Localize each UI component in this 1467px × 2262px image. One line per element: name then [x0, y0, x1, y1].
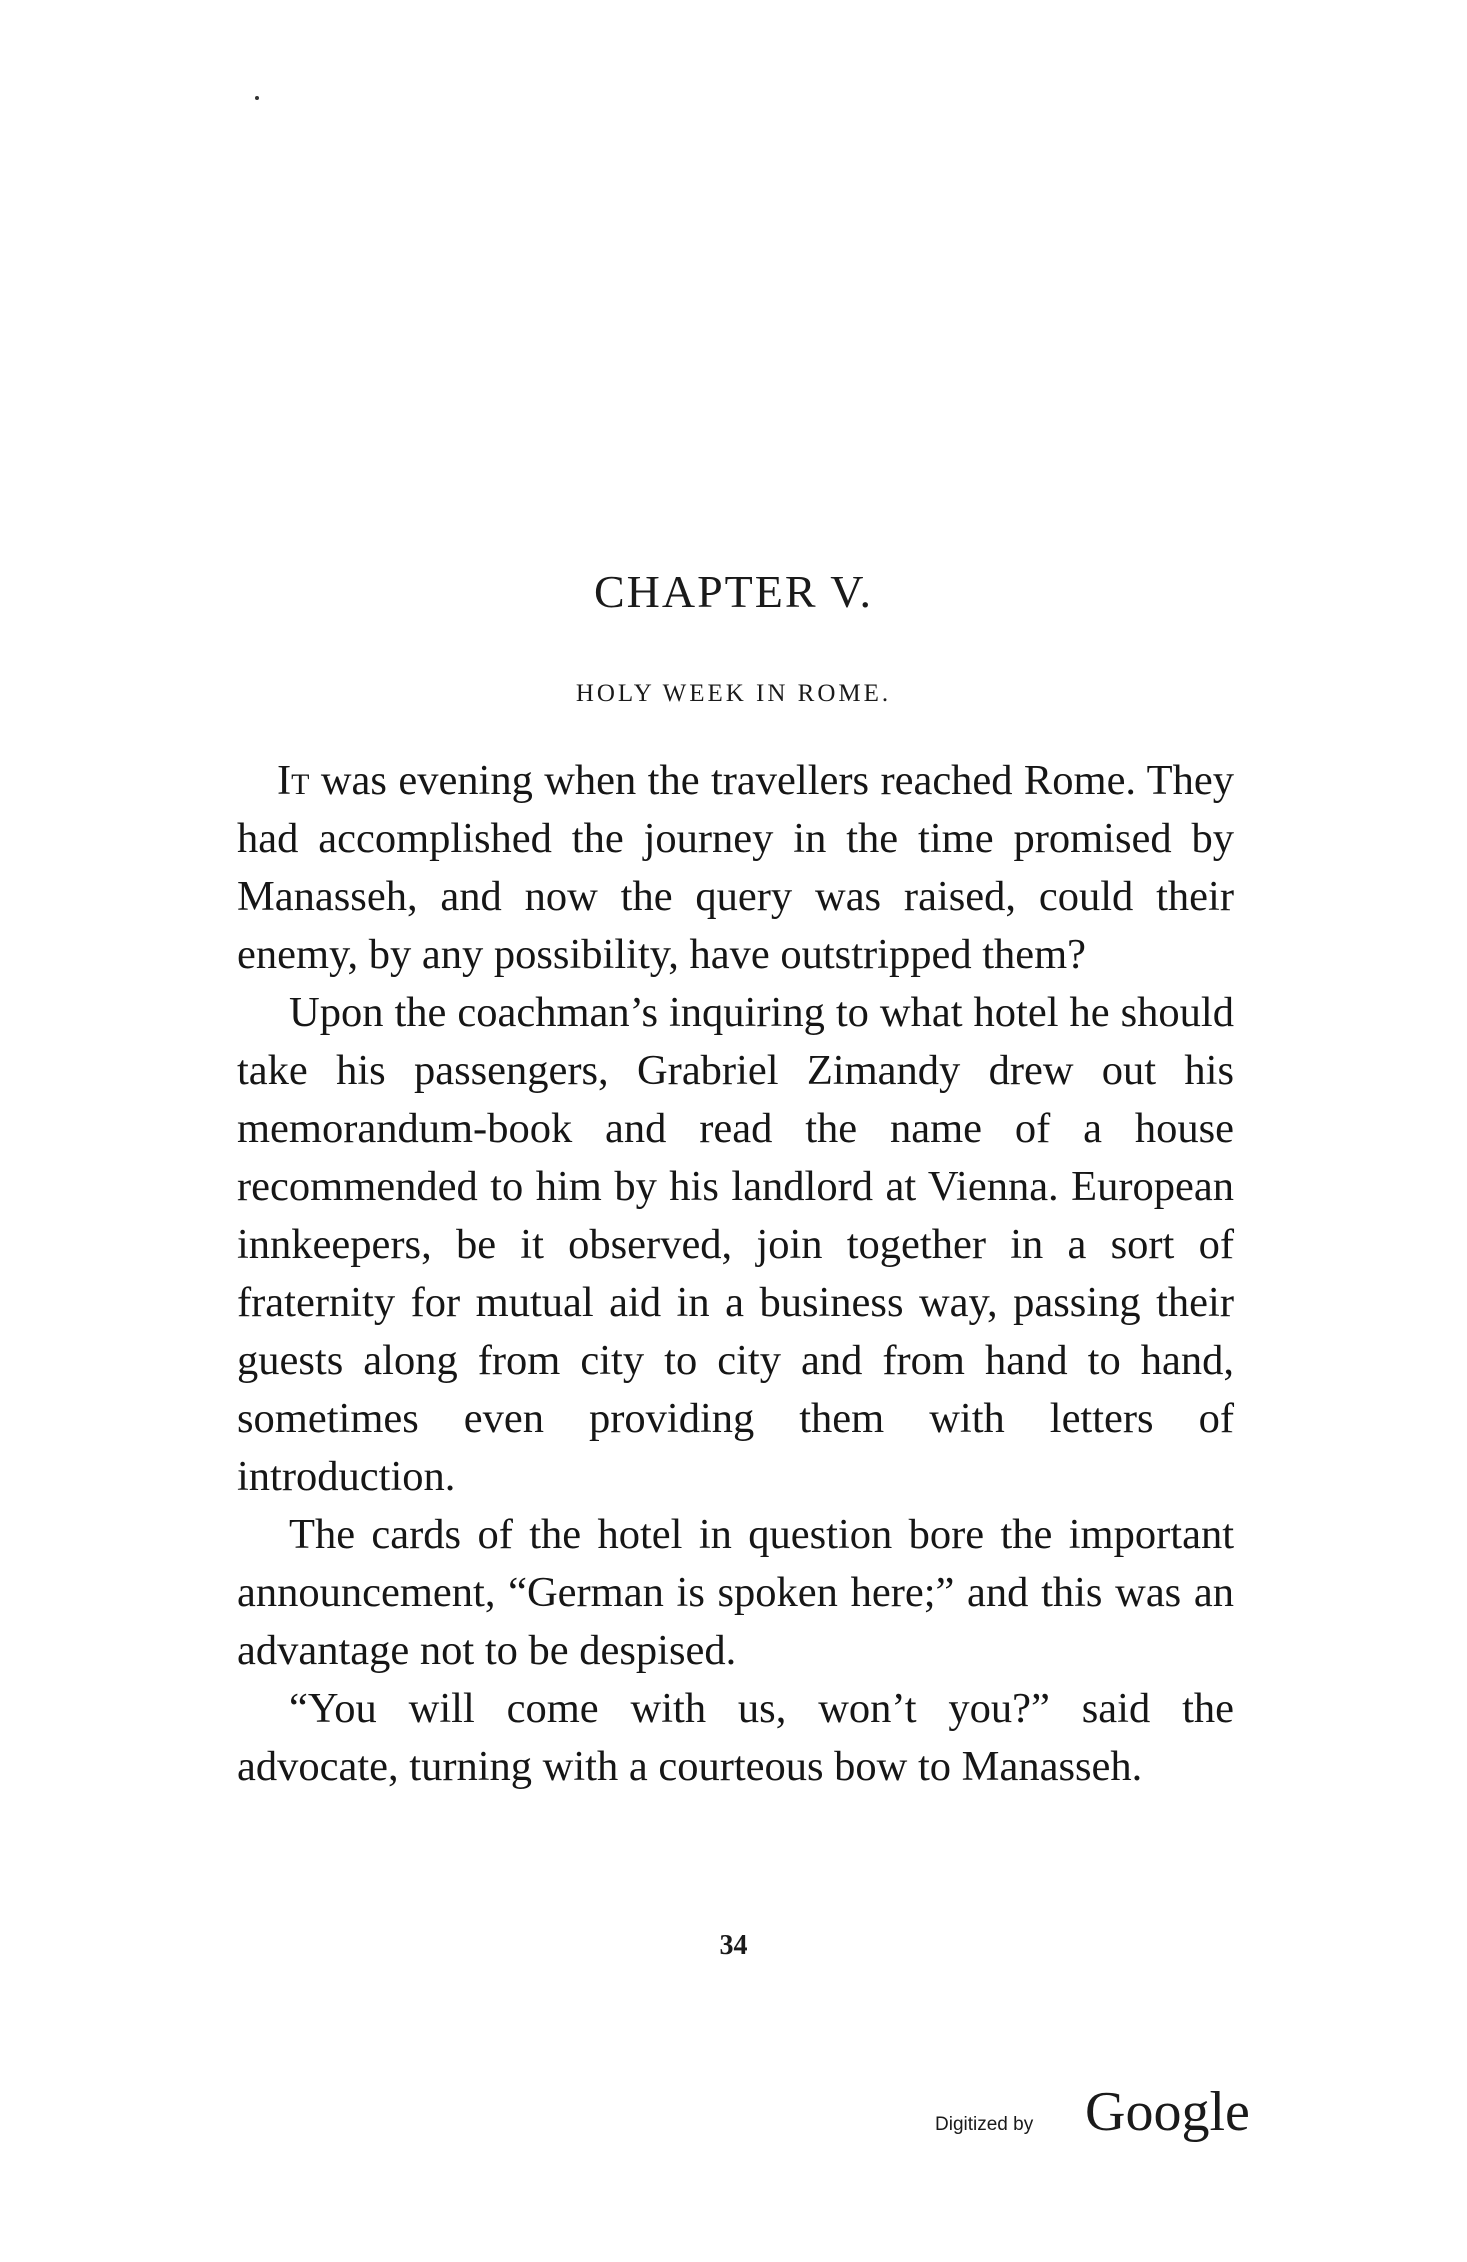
paragraph-text: The cards of the hotel in question bore the important announcement, “German is spoken here;” and this was an advantage not to be despised. [237, 1511, 1234, 1674]
watermark-digitized-label: Digitized by [935, 2114, 1034, 2135]
chapter-title: CHAPTER V. [593, 566, 874, 617]
paragraph-text: was evening when the travellers reached Rome. They had accomplished the journey in the time promised by Manasseh, and now the query was raised, could their enemy, by any possibility, have outstripped them? [237, 757, 1234, 978]
digitized-by-google-watermark [935, 2070, 1265, 2150]
paragraph-1 [237, 752, 1234, 984]
scan-speck [255, 96, 259, 100]
paragraph-text: Upon the coachman’s inquiring to what hotel he should take his passengers, Grabriel Zimandy drew out his memorandum-book and read the name of a house recommended to him by his landlord at Vienna. European innkeepers, be it observed, join together in a sort of fraternity for mutual aid in a business way, passing their guests along from city to city and from hand to hand, sometimes even providing them with letters of introduction. [237, 989, 1234, 1500]
paragraph-text: “You will come with us, won’t you?” said the advocate, turning with a courteous bow to Manasseh. [237, 1685, 1234, 1790]
page-number: 34 [719, 1930, 748, 1961]
paragraph-4 [237, 1680, 1234, 1796]
drop-lead-word: It [277, 757, 310, 804]
paragraph-2 [237, 984, 1234, 1506]
chapter-subtitle: HOLY WEEK IN ROME. [575, 680, 892, 707]
chapter-body [237, 752, 1234, 1796]
paragraph-3 [237, 1506, 1234, 1680]
watermark-google-logo: Google [1085, 2081, 1250, 2143]
